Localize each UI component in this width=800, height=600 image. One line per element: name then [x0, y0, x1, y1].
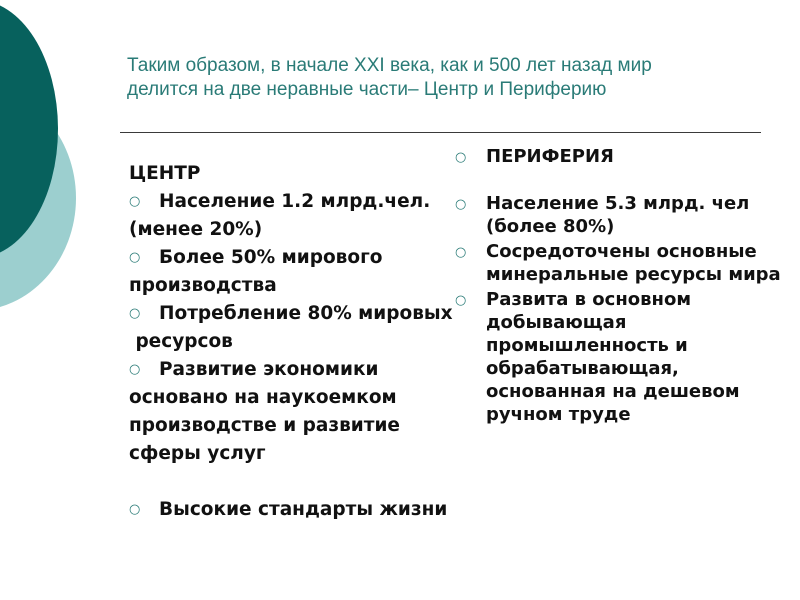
center-line: производстве и развитие — [129, 415, 400, 436]
center-line: производства — [129, 275, 277, 296]
title-divider — [120, 132, 761, 133]
periphery-item: ○ Развита в основном добывающая промышленность и обрабатывающая, основанная на дешевом ручном труде — [455, 289, 740, 425]
bullet-icon: ○ — [129, 306, 141, 321]
center-line: ○ Потребление 80% мировых — [129, 300, 509, 328]
bullet-icon: ○ — [129, 502, 141, 517]
bullet-icon: ○ — [129, 362, 141, 377]
center-line: ○ Население 1.2 млрд.чел. — [129, 188, 509, 216]
center-line: ○ Более 50% мирового — [129, 244, 509, 272]
slide-title — [127, 54, 767, 102]
bullet-icon: ○ — [129, 194, 141, 209]
bullet-icon: ○ — [455, 197, 467, 212]
periphery-item: ○ Сосредоточены основные минеральные ресурсы мира — [455, 241, 781, 285]
center-heading: ЦЕНТР — [129, 163, 201, 184]
slide-title-line-2: делится на две неравные части– Центр и Периферию — [127, 79, 607, 100]
center-line: ○ Высокие стандарты жизни — [129, 496, 509, 524]
bullet-icon: ○ — [455, 293, 467, 308]
bullet-icon: ○ — [129, 250, 141, 265]
slide-title-line-1: Таким образом, в начале XXI века, как и 500 лет назад мир — [127, 55, 652, 76]
periphery-item: ○ Население 5.3 млрд. чел (более 80%) — [455, 193, 750, 237]
center-line: (менее 20%) — [129, 219, 263, 240]
center-line: ресурсов — [129, 331, 233, 352]
periphery-column — [455, 145, 800, 428]
bullet-icon: ○ — [455, 150, 467, 165]
periphery-heading: ○ ПЕРИФЕРИЯ — [455, 146, 614, 167]
center-column — [129, 160, 509, 524]
center-line: сферы услуг — [129, 443, 266, 464]
center-line: основано на наукоемком — [129, 387, 397, 408]
center-line: ○ Развитие экономики — [129, 356, 509, 384]
bullet-icon: ○ — [455, 245, 467, 260]
